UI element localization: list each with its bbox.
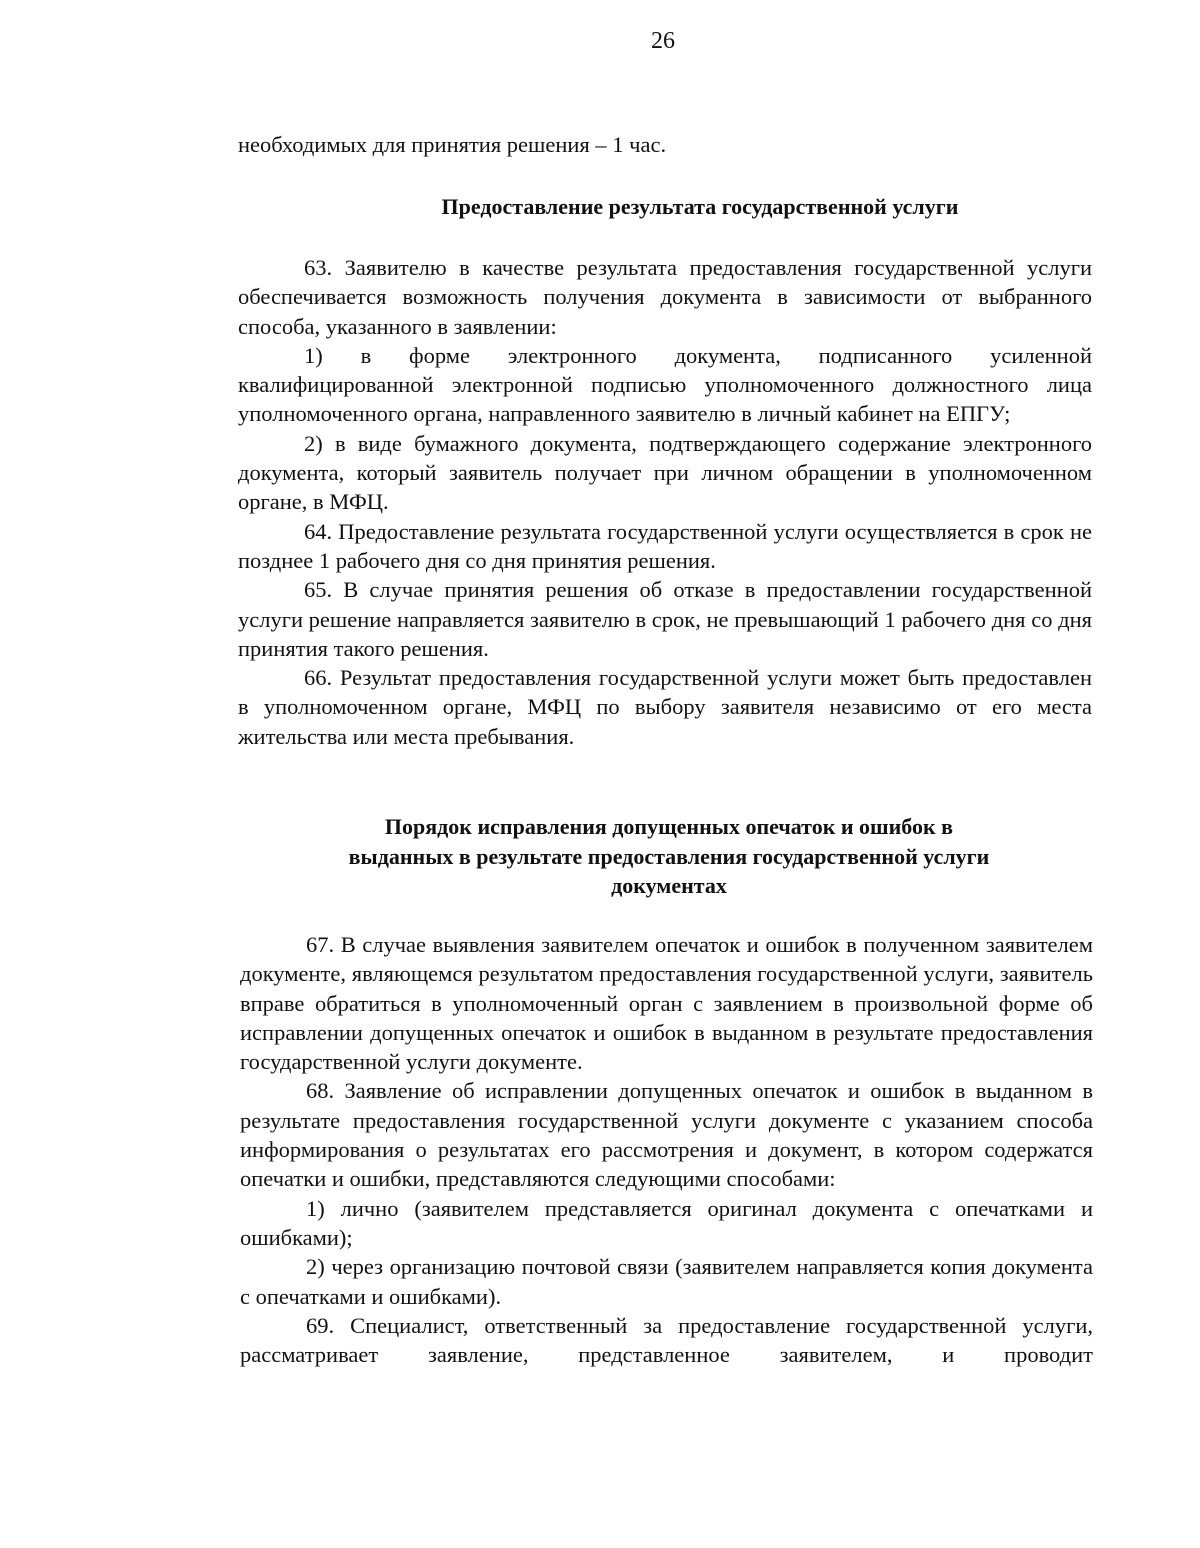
paragraph-68: 68. Заявление об исправлении допущенных опечаток и ошибок в выданном в результате предоставления государственной услуги документе с указанием способа информирования о результатах его рассмотрения и документ, в котором содержатся опечатки и ошибки, представляются следующими способами:: [240, 1078, 1093, 1192]
intro-paragraph: необходимых для принятия решения – 1 час.: [238, 132, 667, 157]
paragraph-65: 65. В случае принятия решения об отказе в предоставлении государственной услуги решение направляется заявителю в срок, не превышающий 1 рабочего дня со дня принятия такого решения.: [238, 577, 1092, 661]
paragraph-66: 66. Результат предоставления государственной услуги может быть предоставлен в уполномоченном органе, МФЦ по выбору заявителя независимо от его места жительства или места пребывания.: [238, 665, 1092, 749]
section-heading-result: Предоставление результата государственной услуги: [441, 194, 959, 219]
heading-line-3: документах: [611, 873, 727, 898]
paragraph-63: 63. Заявителю в качестве результата предоставления государственной услуги обеспечивается возможность получения документа в зависимости от выбранного способа, указанного в заявлении:: [238, 255, 1092, 339]
paragraph-69: 69. Специалист, ответственный за предоставление государственной услуги, рассматривает заявление, представленное заявителем, и проводит: [240, 1312, 1093, 1368]
page-number: 26: [651, 28, 675, 54]
paragraph-67: 67. В случае выявления заявителем опечаток и ошибок в полученном заявителем документе, являющемся результатом предоставления государственной услуги, заявитель вправе обратиться в уполномоченный орган с заявлением в произвольной форме об исправлении допущенных опечаток и ошибок в выданном в результате предоставления государственной услуги документе.: [240, 932, 1093, 1075]
paragraph-64: 64. Предоставление результата государственной услуги осуществляется в срок не позднее 1 рабочего дня со дня принятия решения.: [238, 518, 1092, 573]
section-heading-corrections: [238, 812, 1100, 901]
intro-block: [238, 130, 1098, 159]
section-corrections-body: [240, 930, 1093, 1369]
paragraph-63-item-2: 2) в виде бумажного документа, подтверждающего содержание электронного документа, который заявитель получает при личном обращении в уполномоченном органе, в МФЦ.: [238, 430, 1092, 515]
heading-line-1: Порядок исправления допущенных опечаток и ошибок в: [384, 814, 954, 839]
paragraph-68-item-1: 1) лично (заявителем представляется оригинал документа с опечатками и ошибками);: [240, 1195, 1093, 1250]
paragraph-68-item-2: 2) через организацию почтовой связи (заявителем направляется копия документа с опечатками и ошибками).: [240, 1254, 1093, 1309]
paragraph-63-item-1: 1) в форме электронного документа, подписанного усиленной квалифицированной электронной подписью уполномоченного должностного лица уполномоченного органа, направленного заявителю в личный кабинет на ЕПГУ;: [238, 342, 1092, 427]
section-result-body: [238, 253, 1092, 751]
heading-line-2: выданных в результате предоставления государственной услуги: [348, 843, 990, 869]
